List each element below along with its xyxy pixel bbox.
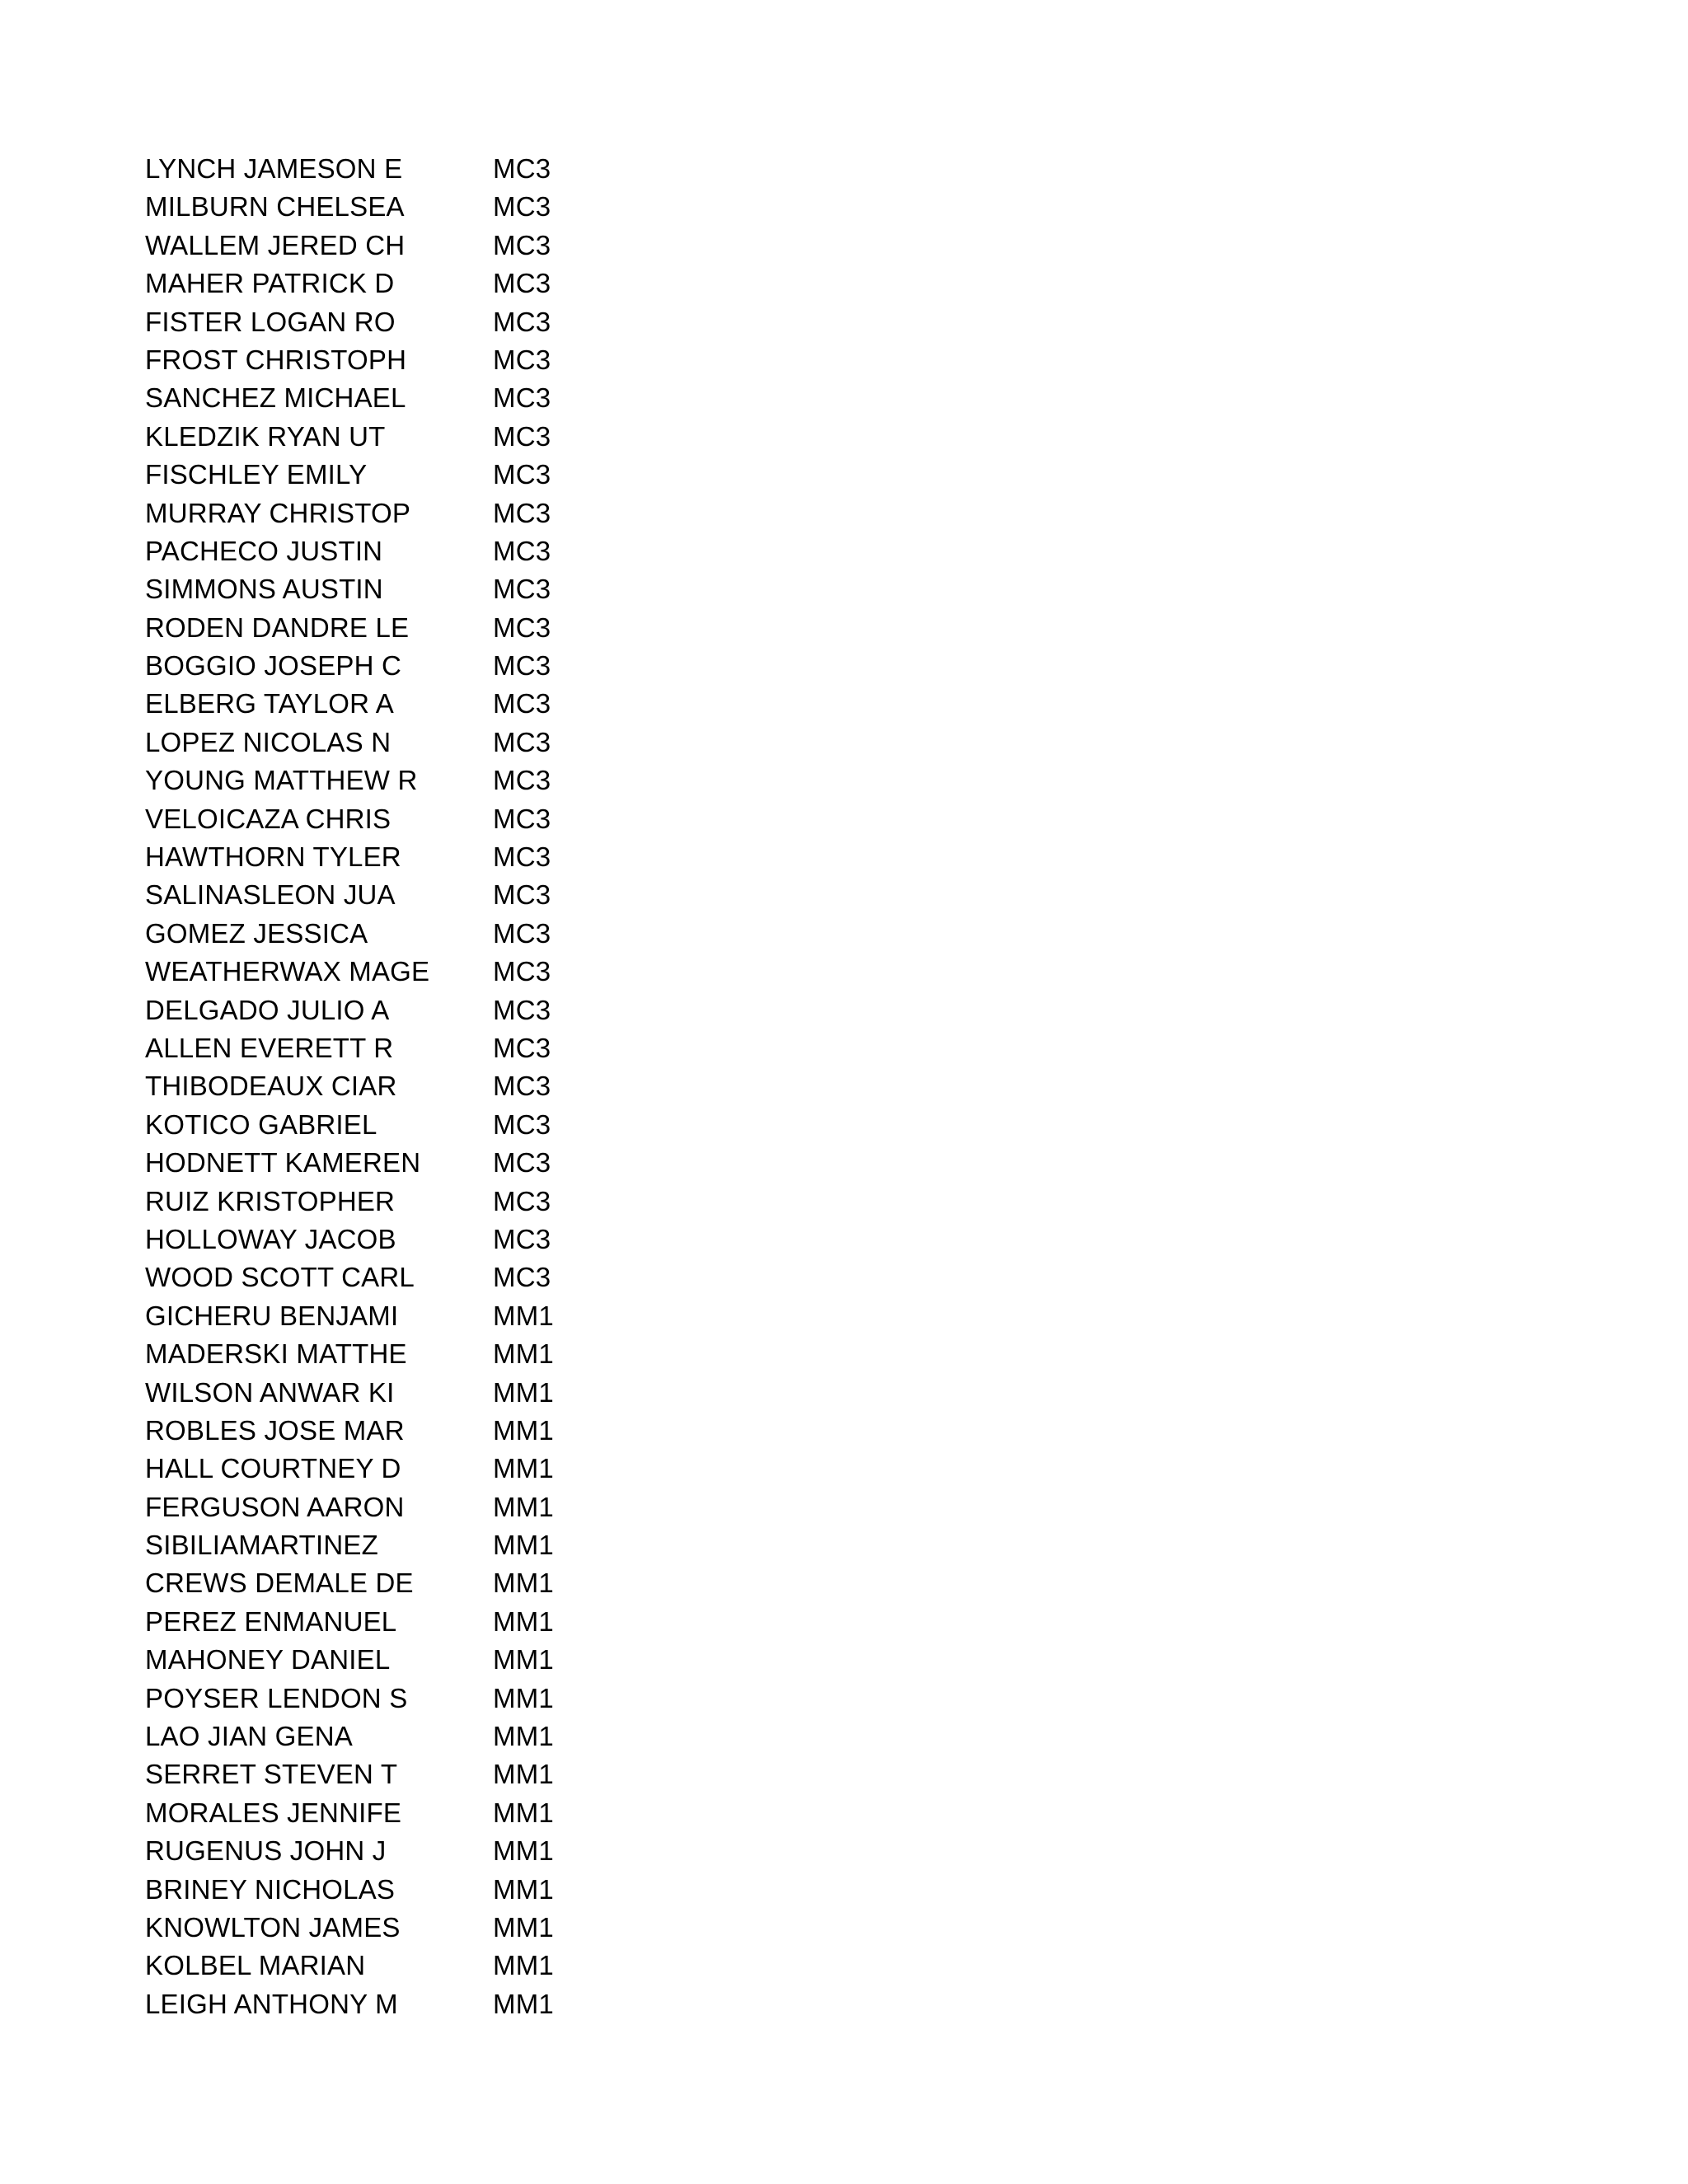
- member-rate: MM1: [493, 1491, 554, 1522]
- roster-row: [145, 303, 640, 341]
- member-name: KOLBEL MARIAN: [145, 1950, 366, 1981]
- member-name: HOLLOWAY JACOB: [145, 1223, 396, 1254]
- member-name: YOUNG MATTHEW R: [145, 765, 418, 796]
- member-name: WOOD SCOTT CARL: [145, 1262, 415, 1293]
- member-name: BOGGIO JOSEPH C: [145, 650, 402, 682]
- member-rate: MM1: [493, 1453, 554, 1484]
- member-name: MAHER PATRICK D: [145, 268, 395, 299]
- roster-row: [145, 1067, 640, 1105]
- roster-row: [145, 1564, 640, 1602]
- member-rate: MC3: [493, 650, 551, 682]
- member-rate: MC3: [493, 1032, 551, 1063]
- roster-row: [145, 876, 640, 914]
- roster-row: [145, 265, 640, 302]
- member-rate: MC3: [493, 1071, 551, 1102]
- member-rate: MC3: [493, 765, 551, 796]
- member-rate: MC3: [493, 803, 551, 834]
- member-name: BRINEY NICHOLAS: [145, 1873, 396, 1905]
- roster-row: [145, 1871, 640, 1909]
- member-name: WILSON ANWAR KI: [145, 1376, 395, 1408]
- member-name: RODEN DANDRE LE: [145, 612, 410, 643]
- member-name: MADERSKI MATTHE: [145, 1338, 407, 1370]
- roster-row: [145, 991, 640, 1029]
- roster-row: [145, 647, 640, 685]
- member-rate: MC3: [493, 574, 551, 605]
- member-name: KOTICO GABRIEL: [145, 1108, 377, 1140]
- member-name: KLEDZIK RYAN UT: [145, 420, 386, 452]
- roster-row: [145, 418, 640, 456]
- roster-row: [145, 762, 640, 799]
- member-rate: MC3: [493, 497, 551, 528]
- member-rate: MC3: [493, 191, 551, 223]
- member-name: LAO JIAN GENA: [145, 1721, 354, 1752]
- member-name: MURRAY CHRISTOP: [145, 497, 411, 528]
- roster-row: [145, 150, 640, 188]
- member-name: ALLEN EVERETT R: [145, 1032, 394, 1063]
- member-rate: MM1: [493, 1950, 554, 1981]
- member-rate: MM1: [493, 1530, 554, 1561]
- roster-row: [145, 1412, 640, 1450]
- roster-row: [145, 1183, 640, 1221]
- roster-row: [145, 1106, 640, 1144]
- roster-row: [145, 724, 640, 762]
- member-rate: MM1: [493, 1873, 554, 1905]
- roster-row: [145, 800, 640, 838]
- personnel-roster: [145, 150, 640, 2023]
- member-name: RUGENUS JOHN J: [145, 1835, 387, 1867]
- member-name: THIBODEAUX CIAR: [145, 1071, 397, 1102]
- roster-row: [145, 1526, 640, 1564]
- roster-row: [145, 685, 640, 723]
- member-name: DELGADO JULIO A: [145, 994, 390, 1025]
- roster-row: [145, 1641, 640, 1679]
- member-rate: MC3: [493, 1108, 551, 1140]
- roster-row: [145, 570, 640, 608]
- member-name: HALL COURTNEY D: [145, 1453, 401, 1484]
- roster-row: [145, 227, 640, 265]
- roster-row: [145, 1985, 640, 2023]
- member-rate: MC3: [493, 1185, 551, 1216]
- roster-row: [145, 609, 640, 647]
- member-name: PACHECO JUSTIN: [145, 535, 383, 566]
- member-name: SIBILIAMARTINEZ: [145, 1530, 378, 1561]
- roster-row: [145, 1297, 640, 1335]
- member-rate: MM1: [493, 1376, 554, 1408]
- member-name: LOPEZ NICOLAS N: [145, 726, 392, 757]
- member-rate: MM1: [493, 1644, 554, 1675]
- member-name: CREWS DEMALE DE: [145, 1568, 414, 1599]
- member-rate: MC3: [493, 1147, 551, 1179]
- member-rate: MC3: [493, 879, 551, 911]
- roster-row: [145, 1374, 640, 1412]
- roster-row: [145, 1258, 640, 1296]
- roster-row: [145, 1029, 640, 1067]
- roster-row: [145, 494, 640, 532]
- member-rate: MM1: [493, 1835, 554, 1867]
- member-name: FISCHLEY EMILY: [145, 459, 368, 490]
- member-name: FERGUSON AARON: [145, 1491, 405, 1522]
- member-rate: MC3: [493, 306, 551, 337]
- member-name: SIMMONS AUSTIN: [145, 574, 383, 605]
- roster-row: [145, 1335, 640, 1373]
- member-name: FISTER LOGAN RO: [145, 306, 396, 337]
- roster-row: [145, 1794, 640, 1832]
- member-rate: MC3: [493, 1262, 551, 1293]
- member-rate: MC3: [493, 344, 551, 375]
- member-name: PEREZ ENMANUEL: [145, 1605, 397, 1637]
- member-name: WALLEM JERED CH: [145, 229, 406, 260]
- roster-row: [145, 1755, 640, 1793]
- member-name: LYNCH JAMESON E: [145, 153, 403, 184]
- member-rate: MC3: [493, 382, 551, 414]
- member-rate: MM1: [493, 1605, 554, 1637]
- member-name: SANCHEZ MICHAEL: [145, 382, 406, 414]
- member-rate: MM1: [493, 1414, 554, 1446]
- member-rate: MC3: [493, 612, 551, 643]
- member-rate: MM1: [493, 1682, 554, 1713]
- member-rate: MC3: [493, 688, 551, 719]
- member-rate: MC3: [493, 956, 551, 987]
- member-name: LEIGH ANTHONY M: [145, 1988, 398, 2019]
- member-rate: MC3: [493, 917, 551, 949]
- member-rate: MM1: [493, 1988, 554, 2019]
- member-name: RUIZ KRISTOPHER: [145, 1185, 396, 1216]
- roster-row: [145, 1488, 640, 1526]
- member-rate: MM1: [493, 1911, 554, 1943]
- member-rate: MC3: [493, 268, 551, 299]
- member-rate: MM1: [493, 1797, 554, 1828]
- roster-row: [145, 1947, 640, 1985]
- roster-row: [145, 1603, 640, 1641]
- member-rate: MC3: [493, 726, 551, 757]
- roster-row: [145, 1144, 640, 1182]
- member-name: HAWTHORN TYLER: [145, 841, 401, 873]
- member-rate: MC3: [493, 1223, 551, 1254]
- member-name: GICHERU BENJAMI: [145, 1300, 399, 1331]
- roster-row: [145, 456, 640, 494]
- member-rate: MM1: [493, 1568, 554, 1599]
- member-name: MILBURN CHELSEA: [145, 191, 405, 223]
- roster-row: [145, 1718, 640, 1755]
- member-rate: MC3: [493, 229, 551, 260]
- member-name: SERRET STEVEN T: [145, 1759, 398, 1790]
- roster-row: [145, 953, 640, 991]
- member-name: WEATHERWAX MAGE: [145, 956, 430, 987]
- roster-row: [145, 838, 640, 876]
- member-name: VELOICAZA CHRIS: [145, 803, 392, 834]
- roster-row: [145, 915, 640, 953]
- roster-row: [145, 1450, 640, 1488]
- member-name: SALINASLEON JUA: [145, 879, 396, 911]
- roster-row: [145, 532, 640, 570]
- member-rate: MC3: [493, 994, 551, 1025]
- member-rate: MC3: [493, 535, 551, 566]
- member-name: KNOWLTON JAMES: [145, 1911, 401, 1943]
- roster-row: [145, 1221, 640, 1258]
- member-rate: MC3: [493, 459, 551, 490]
- roster-row: [145, 1832, 640, 1870]
- member-name: HODNETT KAMEREN: [145, 1147, 421, 1179]
- member-rate: MC3: [493, 841, 551, 873]
- member-rate: MM1: [493, 1338, 554, 1370]
- member-name: GOMEZ JESSICA: [145, 917, 368, 949]
- roster-row: [145, 188, 640, 226]
- member-name: ELBERG TAYLOR A: [145, 688, 394, 719]
- member-rate: MC3: [493, 153, 551, 184]
- member-name: POYSER LENDON S: [145, 1682, 408, 1713]
- roster-row: [145, 341, 640, 379]
- member-name: MAHONEY DANIEL: [145, 1644, 391, 1675]
- roster-row: [145, 1909, 640, 1947]
- member-rate: MM1: [493, 1300, 554, 1331]
- member-rate: MM1: [493, 1721, 554, 1752]
- member-rate: MC3: [493, 420, 551, 452]
- member-name: ROBLES JOSE MAR: [145, 1414, 405, 1446]
- member-name: FROST CHRISTOPH: [145, 344, 407, 375]
- roster-row: [145, 1680, 640, 1718]
- member-rate: MM1: [493, 1759, 554, 1790]
- roster-row: [145, 379, 640, 417]
- member-name: MORALES JENNIFE: [145, 1797, 402, 1828]
